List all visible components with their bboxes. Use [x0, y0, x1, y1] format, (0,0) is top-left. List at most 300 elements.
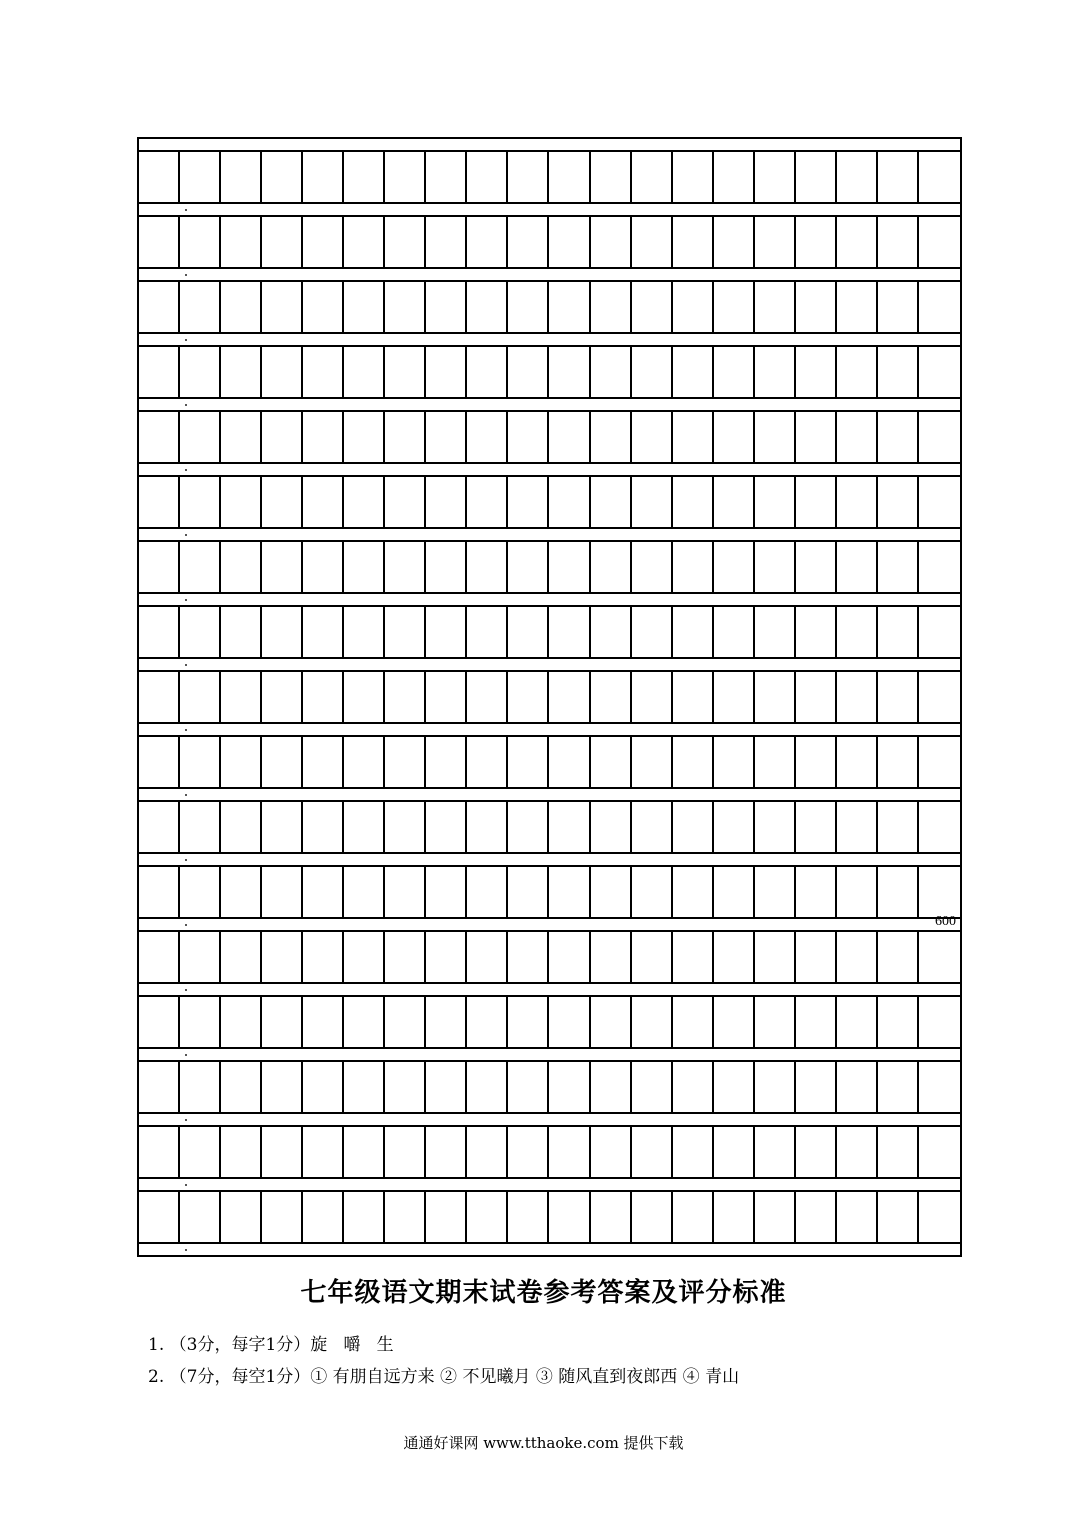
grid-cell: [180, 217, 221, 267]
grid-cell: [221, 152, 262, 202]
grid-cell: [508, 672, 549, 722]
row-separator: [139, 917, 960, 932]
grid-cell: [550, 217, 591, 267]
grid-cell: [673, 1192, 714, 1242]
grid-cell: [755, 412, 796, 462]
grid-cell: [385, 672, 426, 722]
grid-cell: [385, 997, 426, 1047]
row-separator: [139, 267, 960, 282]
grid-cell: [878, 932, 919, 982]
grid-cell: [796, 932, 837, 982]
grid-cell: [385, 1062, 426, 1112]
grid-cell: [755, 542, 796, 592]
grid-cell: [919, 1127, 960, 1177]
grid-cell: [550, 802, 591, 852]
grid-cell: [919, 997, 960, 1047]
grid-cell: [303, 802, 344, 852]
grid-dot: [185, 924, 187, 926]
grid-cell: [426, 1062, 467, 1112]
grid-cell: [673, 1127, 714, 1177]
grid-cell: [426, 152, 467, 202]
grid-cell: [180, 607, 221, 657]
grid-row: [139, 802, 960, 852]
grid-cell: [796, 152, 837, 202]
grid-cell: [837, 477, 878, 527]
grid-cell: [303, 217, 344, 267]
word-count-marker: 600: [935, 914, 956, 929]
grid-cell: [632, 1062, 673, 1112]
grid-cell: [344, 997, 385, 1047]
grid-cell: [426, 412, 467, 462]
grid-cell: [344, 802, 385, 852]
grid-cell: [919, 737, 960, 787]
grid-cell: [714, 1062, 755, 1112]
grid-cell: [919, 412, 960, 462]
grid-cell: [755, 932, 796, 982]
grid-cell: [426, 607, 467, 657]
grid-cell: [221, 607, 262, 657]
answer-line-2: 2. （7分，每空1分）① 有朋自远方来 ② 不见曦月 ③ 随风直到夜郎西 ④ 青山: [148, 1367, 740, 1387]
grid-dot: [185, 794, 187, 796]
grid-cell: [550, 997, 591, 1047]
grid-cell: [673, 802, 714, 852]
grid-cell: [508, 542, 549, 592]
grid-cell: [508, 217, 549, 267]
grid-cell: [550, 932, 591, 982]
grid-cell: [878, 1127, 919, 1177]
grid-cell: [467, 802, 508, 852]
grid-cell: [139, 737, 180, 787]
page-title: 七年级语文期末试卷参考答案及评分标准: [300, 1278, 787, 1308]
grid-cell: [878, 1062, 919, 1112]
grid-dot: [185, 1249, 187, 1251]
grid-cell: [591, 672, 632, 722]
grid-row: [139, 477, 960, 527]
grid-cell: [262, 1192, 303, 1242]
grid-cell: [919, 672, 960, 722]
grid-cell: [344, 217, 385, 267]
grid-cell: [303, 152, 344, 202]
grid-cell: [426, 217, 467, 267]
row-separator: [139, 982, 960, 997]
grid-cell: [221, 477, 262, 527]
grid-cell: [837, 347, 878, 397]
grid-cell: [508, 607, 549, 657]
grid-cell: [919, 477, 960, 527]
grid-cell: [550, 412, 591, 462]
row-separator: [139, 332, 960, 347]
grid-cell: [139, 542, 180, 592]
grid-cell: [878, 672, 919, 722]
row-separator: [139, 1177, 960, 1192]
grid-cell: [632, 152, 673, 202]
grid-cell: [755, 347, 796, 397]
grid-cell: [467, 347, 508, 397]
grid-cell: [632, 347, 673, 397]
row-separator: [139, 397, 960, 412]
grid-cell: [426, 997, 467, 1047]
grid-cell: [467, 412, 508, 462]
grid-row: [139, 867, 960, 917]
grid-cell: [837, 412, 878, 462]
grid-cell: [467, 282, 508, 332]
grid-dot: [185, 209, 187, 211]
grid-cell: [467, 737, 508, 787]
grid-cell: [632, 932, 673, 982]
grid-cell: [262, 477, 303, 527]
grid-cell: [385, 1192, 426, 1242]
grid-cell: [508, 1192, 549, 1242]
grid-cell: [467, 217, 508, 267]
grid-cell: [221, 737, 262, 787]
grid-dot: [185, 534, 187, 536]
grid-cell: [632, 867, 673, 917]
grid-cell: [550, 477, 591, 527]
grid-cell: [796, 997, 837, 1047]
grid-cell: [262, 737, 303, 787]
grid-cell: [919, 152, 960, 202]
grid-cell: [673, 152, 714, 202]
grid-cell: [714, 672, 755, 722]
grid-cell: [550, 542, 591, 592]
row-separator: [139, 722, 960, 737]
grid-cell: [878, 217, 919, 267]
grid-cell: [714, 282, 755, 332]
grid-dot: [185, 274, 187, 276]
grid-cell: [508, 1127, 549, 1177]
grid-cell: [180, 152, 221, 202]
grid-cell: [591, 347, 632, 397]
grid-cell: [426, 282, 467, 332]
grid-cell: [426, 347, 467, 397]
grid-row: [139, 217, 960, 267]
grid-cell: [344, 607, 385, 657]
grid-cell: [303, 412, 344, 462]
grid-cell: [180, 1192, 221, 1242]
writing-grid: [137, 137, 962, 1257]
grid-cell: [714, 1192, 755, 1242]
grid-cell: [673, 412, 714, 462]
grid-cell: [591, 737, 632, 787]
grid-cell: [591, 932, 632, 982]
grid-cell: [591, 412, 632, 462]
grid-cell: [878, 802, 919, 852]
answer-line-1: 1. （3分，每字1分）旋 嚼 生: [148, 1335, 394, 1355]
grid-cell: [467, 1192, 508, 1242]
grid-cell: [426, 477, 467, 527]
grid-cell: [344, 1127, 385, 1177]
grid-cell: [673, 867, 714, 917]
grid-cell: [262, 997, 303, 1047]
grid-cell: [673, 347, 714, 397]
grid-cell: [632, 477, 673, 527]
grid-cell: [919, 542, 960, 592]
grid-cell: [139, 1062, 180, 1112]
grid-cell: [344, 867, 385, 917]
grid-cell: [878, 1192, 919, 1242]
grid-cell: [139, 802, 180, 852]
grid-cell: [139, 217, 180, 267]
grid-cell: [508, 932, 549, 982]
grid-cell: [550, 1127, 591, 1177]
grid-row: [139, 1192, 960, 1242]
grid-cell: [632, 542, 673, 592]
grid-dot: [185, 469, 187, 471]
grid-cell: [303, 1062, 344, 1112]
grid-cell: [180, 802, 221, 852]
grid-cell: [221, 802, 262, 852]
grid-cell: [550, 282, 591, 332]
grid-cell: [673, 672, 714, 722]
grid-cell: [673, 997, 714, 1047]
grid-cell: [426, 542, 467, 592]
grid-cell: [796, 1192, 837, 1242]
grid-cell: [426, 737, 467, 787]
grid-cell: [467, 607, 508, 657]
grid-cell: [796, 802, 837, 852]
grid-cell: [139, 932, 180, 982]
grid-cell: [385, 217, 426, 267]
grid-cell: [714, 997, 755, 1047]
grid-cell: [591, 282, 632, 332]
grid-cell: [714, 152, 755, 202]
grid-dot: [185, 1184, 187, 1186]
grid-cell: [139, 997, 180, 1047]
grid-row: [139, 932, 960, 982]
grid-cell: [796, 477, 837, 527]
grid-cell: [180, 997, 221, 1047]
grid-cell: [467, 1062, 508, 1112]
grid-cell: [221, 542, 262, 592]
grid-cell: [262, 1127, 303, 1177]
grid-row: [139, 542, 960, 592]
grid-cell: [550, 737, 591, 787]
grid-cell: [837, 672, 878, 722]
grid-cell: [508, 282, 549, 332]
grid-cell: [508, 152, 549, 202]
grid-cell: [878, 997, 919, 1047]
grid-cell: [344, 737, 385, 787]
grid-cell: [221, 932, 262, 982]
grid-cell: [796, 412, 837, 462]
grid-dot: [185, 339, 187, 341]
grid-cell: [385, 152, 426, 202]
grid-cell: [344, 542, 385, 592]
grid-cell: [550, 607, 591, 657]
grid-cell: [755, 997, 796, 1047]
grid-row: [139, 152, 960, 202]
grid-cell: [632, 607, 673, 657]
grid-cell: [632, 1127, 673, 1177]
grid-cell: [139, 347, 180, 397]
grid-cell: [878, 607, 919, 657]
grid-cell: [837, 607, 878, 657]
grid-cell: [303, 542, 344, 592]
grid-cell: [714, 477, 755, 527]
grid-cell: [385, 607, 426, 657]
row-separator: [139, 657, 960, 672]
grid-cell: [591, 152, 632, 202]
grid-cell: [508, 347, 549, 397]
grid-cell: [262, 152, 303, 202]
grid-cell: [919, 932, 960, 982]
grid-cell: [467, 542, 508, 592]
grid-cell: [344, 1062, 385, 1112]
grid-cell: [591, 802, 632, 852]
grid-cell: [878, 477, 919, 527]
grid-cell: [714, 217, 755, 267]
grid-cell: [426, 802, 467, 852]
grid-cell: [796, 867, 837, 917]
row-separator: [139, 1047, 960, 1062]
grid-cell: [632, 997, 673, 1047]
grid-cell: [262, 1062, 303, 1112]
grid-cell: [673, 1062, 714, 1112]
grid-dot: [185, 859, 187, 861]
grid-cell: [714, 607, 755, 657]
grid-cell: [426, 932, 467, 982]
grid-cell: [221, 997, 262, 1047]
footer-text: 通通好课网 www.tthaoke.com 提供下载: [403, 1434, 684, 1452]
grid-cell: [139, 1192, 180, 1242]
grid-cell: [919, 802, 960, 852]
grid-cell: [591, 1127, 632, 1177]
grid-cell: [878, 542, 919, 592]
grid-cell: [714, 932, 755, 982]
grid-cell: [303, 672, 344, 722]
grid-cell: [467, 867, 508, 917]
grid-dot: [185, 729, 187, 731]
grid-cell: [878, 152, 919, 202]
grid-cell: [344, 672, 385, 722]
grid-cell: [837, 282, 878, 332]
grid-cell: [837, 932, 878, 982]
grid-cell: [467, 152, 508, 202]
grid-cell: [139, 282, 180, 332]
grid-cell: [673, 932, 714, 982]
grid-cell: [796, 672, 837, 722]
grid-cell: [550, 1192, 591, 1242]
grid-cell: [344, 152, 385, 202]
grid-cell: [385, 477, 426, 527]
grid-cell: [385, 1127, 426, 1177]
grid-cell: [467, 672, 508, 722]
grid-cell: [837, 152, 878, 202]
grid-row: [139, 997, 960, 1047]
grid-cell: [262, 932, 303, 982]
grid-cell: [755, 737, 796, 787]
grid-cell: [714, 412, 755, 462]
grid-cell: [755, 282, 796, 332]
grid-cell: [591, 867, 632, 917]
grid-cell: [919, 607, 960, 657]
grid-cell: [755, 672, 796, 722]
grid-cell: [385, 932, 426, 982]
grid-cell: [303, 867, 344, 917]
grid-cell: [221, 1127, 262, 1177]
grid-cell: [796, 347, 837, 397]
row-separator: [139, 527, 960, 542]
grid-cell: [591, 607, 632, 657]
grid-cell: [837, 867, 878, 917]
grid-cell: [180, 932, 221, 982]
row-separator: [139, 787, 960, 802]
grid-cell: [385, 347, 426, 397]
grid-cell: [591, 1062, 632, 1112]
grid-cell: [426, 1192, 467, 1242]
grid-dot: [185, 664, 187, 666]
grid-cell: [755, 1192, 796, 1242]
grid-cell: [180, 542, 221, 592]
grid-cell: [632, 412, 673, 462]
grid-cell: [673, 217, 714, 267]
row-separator: [139, 1112, 960, 1127]
grid-cell: [180, 737, 221, 787]
grid-cell: [591, 1192, 632, 1242]
grid-cell: [139, 607, 180, 657]
grid-cell: [262, 542, 303, 592]
grid-cell: [262, 802, 303, 852]
grid-cell: [919, 217, 960, 267]
grid-cell: [344, 347, 385, 397]
grid-cell: [139, 412, 180, 462]
grid-cell: [591, 542, 632, 592]
grid-cell: [755, 607, 796, 657]
grid-dot: [185, 989, 187, 991]
grid-cell: [714, 347, 755, 397]
grid-cell: [385, 282, 426, 332]
grid-cell: [426, 867, 467, 917]
grid-row: [139, 1062, 960, 1112]
grid-cell: [180, 282, 221, 332]
grid-cell: [385, 867, 426, 917]
grid-cell: [180, 672, 221, 722]
grid-row: [139, 347, 960, 397]
grid-cell: [385, 412, 426, 462]
grid-cell: [139, 867, 180, 917]
grid-dot: [185, 1119, 187, 1121]
grid-cell: [714, 867, 755, 917]
row-separator: [139, 592, 960, 607]
row-separator: [139, 462, 960, 477]
grid-cell: [180, 867, 221, 917]
grid-cell: [262, 607, 303, 657]
grid-cell: [550, 672, 591, 722]
grid-cell: [385, 802, 426, 852]
grid-cell: [139, 477, 180, 527]
grid-cell: [385, 737, 426, 787]
grid-cell: [796, 737, 837, 787]
grid-cell: [303, 477, 344, 527]
grid-cell: [467, 932, 508, 982]
grid-cell: [837, 1192, 878, 1242]
grid-cell: [673, 477, 714, 527]
grid-cell: [837, 997, 878, 1047]
grid-cell: [878, 867, 919, 917]
grid-row: [139, 737, 960, 787]
grid-cell: [139, 152, 180, 202]
grid-cell: [878, 737, 919, 787]
grid-cell: [303, 347, 344, 397]
grid-cell: [344, 932, 385, 982]
grid-cell: [262, 672, 303, 722]
grid-cell: [673, 607, 714, 657]
grid-cell: [837, 217, 878, 267]
grid-cell: [180, 477, 221, 527]
grid-cell: [632, 737, 673, 787]
row-separator: [139, 1242, 960, 1257]
grid-cell: [139, 672, 180, 722]
